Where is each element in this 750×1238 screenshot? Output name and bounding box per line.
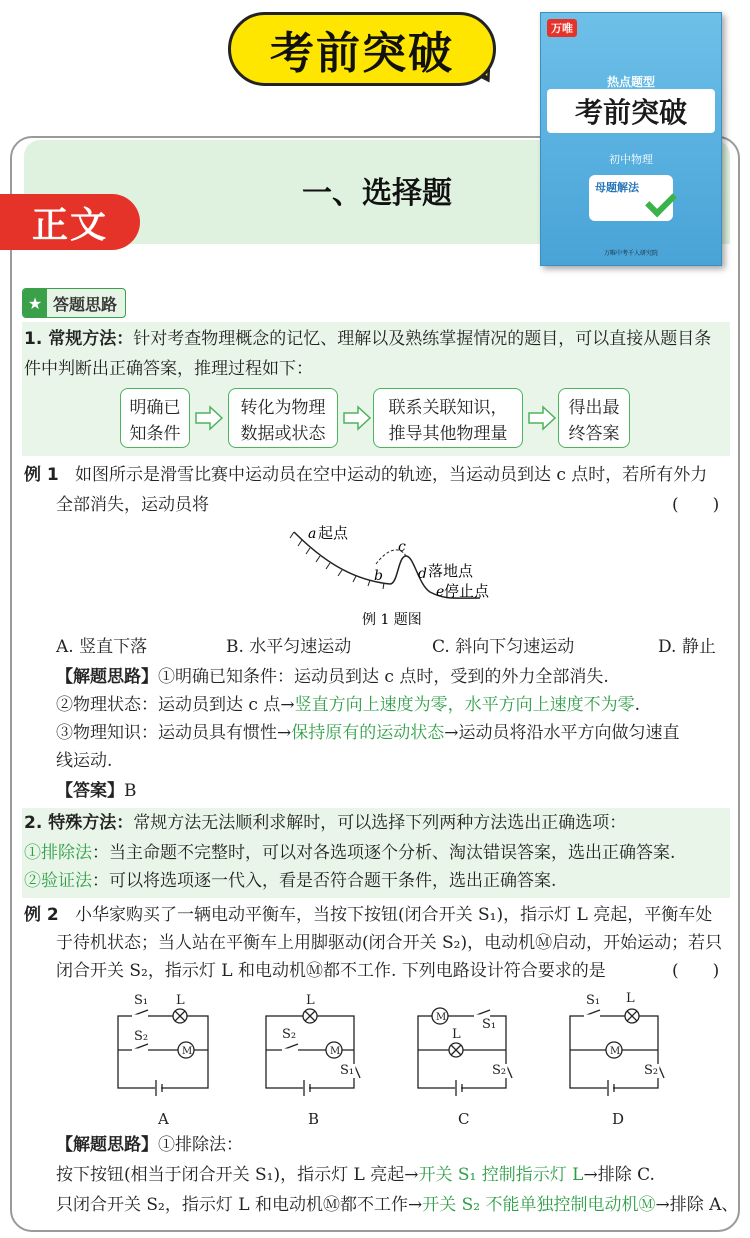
ex1-analysis-3-cont: 线运动. <box>56 751 113 771</box>
fig-label-stop: 停止点 <box>444 582 490 600</box>
book-badge <box>589 175 673 221</box>
ex1-analysis-1 <box>56 662 609 692</box>
flow-step-2-line2: 数据或状态 <box>240 424 326 444</box>
method2-item-2-name: ②验证法 <box>24 871 92 891</box>
ex2-line1 <box>24 900 712 930</box>
fig-label-land: 落地点 <box>428 562 474 580</box>
fig-label-c: c <box>398 539 406 555</box>
ex1-a3-post: →运动员将沿水平方向做匀速直 <box>444 723 680 743</box>
fig-label-start: 起点 <box>318 524 349 542</box>
circuit-d-m: M <box>610 1046 621 1057</box>
star-icon: ★ <box>23 289 47 317</box>
ex1-label: 例 1 <box>24 465 59 485</box>
circuit-b-s2: S₂ <box>282 1027 297 1042</box>
method2-item-1-name: ①排除法 <box>24 843 92 863</box>
ex1-option-b: B. 水平匀速运动 <box>226 637 352 657</box>
ex1-a3-pre: ③物理知识：运动员具有惯性→ <box>56 723 292 743</box>
ex1-option-c: C. 斜向下匀速运动 <box>432 637 575 657</box>
ex1-a3-highlight: 保持原有的运动状态 <box>291 723 445 743</box>
method2-item-2 <box>24 866 556 896</box>
ex1-analysis-3 <box>56 718 680 748</box>
circuit-diagrams <box>100 988 720 1130</box>
ex2-line2: 于待机状态；当人站在平衡车上用脚驱动(闭合开关 S₂)，电动机Ⓜ启动，开始运动；若只 <box>56 933 723 953</box>
circuit-a <box>118 1009 208 1096</box>
banner-title: 考前突破 <box>228 12 496 86</box>
circuit-c-m: M <box>436 1012 447 1023</box>
circuit-a-label: A <box>158 1110 169 1128</box>
book-subject: 初中物理 <box>609 153 653 166</box>
method1-text1: 针对考查物理概念的记忆、理解以及熟练掌握情况的题目，可以直接从题目条 <box>133 329 712 349</box>
flow-step-3-line1: 联系关联知识， <box>388 398 508 418</box>
ex1-a2-pre: ②物理状态：运动员到达 c 点→ <box>56 695 295 715</box>
flow-step-4 <box>558 388 630 448</box>
tips-tag-label: 答题思路 <box>53 294 118 314</box>
flow-step-1-line2: 知条件 <box>129 424 181 444</box>
flow-step-4-line2: 终答案 <box>568 424 620 444</box>
flow-step-4-line1: 得出最 <box>568 398 620 418</box>
ex1-text1: 如图所示是滑雪比赛中运动员在空中运动的轨迹，当运动员到达 c 点时，若所有外力 <box>74 465 708 485</box>
ex2-analysis-method: ①排除法： <box>158 1135 243 1155</box>
flow-step-1 <box>120 388 190 448</box>
circuit-b-s1: S₁ <box>340 1063 355 1078</box>
ski-trajectory-figure <box>280 518 510 628</box>
circuit-c-l: L <box>452 1027 461 1042</box>
ex1-blank: ( ) <box>672 495 720 515</box>
ex2-analysis-head <box>56 1130 243 1160</box>
circuit-a-s2: S₂ <box>134 1029 149 1044</box>
ex2-b2-highlight: 开关 S₂ 不能单独控制电动机Ⓜ <box>422 1195 656 1215</box>
ex1-option-a: A. 竖直下落 <box>56 637 148 657</box>
book-badge-label: 母题解法 <box>595 181 639 194</box>
ex2-b1-pre: 按下按钮(相当于闭合开关 S₁)，指示灯 L 亮起→ <box>56 1165 419 1185</box>
circuit-d-label: D <box>612 1110 625 1128</box>
ex1-answer-value: B <box>124 781 137 801</box>
fig-label-e: e <box>436 584 445 600</box>
ex2-line3: 闭合开关 S₂，指示灯 L 和电动机Ⓜ都不工作. 下列电路设计符合要求的是 <box>56 961 606 981</box>
ex1-analysis-tag: 【解题思路】 <box>56 667 158 687</box>
fig-caption: 例 1 题图 <box>362 612 422 628</box>
flow-step-2-line1: 转化为物理 <box>240 398 326 418</box>
ex1-line2: 全部消失，运动员将 <box>56 495 209 515</box>
ex1-answer <box>56 776 137 806</box>
ex1-a2-highlight: 竖直方向上速度为零，水平方向上速度不为零 <box>294 695 635 715</box>
flow-step-3-line2: 推导其他物理量 <box>388 424 508 444</box>
circuit-c-label: C <box>458 1110 470 1128</box>
ex2-b1-post: →排除 C. <box>583 1165 655 1185</box>
ex1-analysis-2 <box>56 690 640 720</box>
method2-item-1 <box>24 838 675 868</box>
circuit-c <box>418 1008 512 1096</box>
check-icon <box>645 186 677 218</box>
ex2-blank: ( ) <box>672 961 720 981</box>
circuit-b <box>266 1009 360 1096</box>
book-brand: 万唯 <box>547 19 577 37</box>
method2-item-2-text: ：可以将选项逐一代入，看是否符合题干条件，选出正确答案. <box>92 871 557 891</box>
circuit-c-s2: S₂ <box>492 1063 507 1078</box>
circuit-d-l: L <box>626 991 635 1006</box>
method1-line1 <box>24 324 711 354</box>
method1-line2: 件中判断出正确答案，推理过程如下： <box>24 359 313 379</box>
circuit-d-s1: S₁ <box>586 993 601 1008</box>
ex1-line1 <box>24 460 707 490</box>
fig-label-b: b <box>374 568 383 584</box>
fig-label-d: d <box>418 566 427 582</box>
ex1-answer-tag: 【答案】 <box>56 781 124 801</box>
flow-arrow-2-icon <box>338 404 378 432</box>
flow-arrow-3-icon <box>523 404 563 432</box>
method1-heading: 1. 常规方法： <box>24 329 134 349</box>
ex1-a2-post: . <box>634 695 640 715</box>
flow-step-3 <box>373 388 523 448</box>
book-series: 热点题型 <box>606 75 655 89</box>
method2-text: 常规方法无法顺利求解时，可以选择下列两种方法选出正确选项： <box>133 813 627 833</box>
flow-step-2 <box>228 388 338 448</box>
circuit-c-s1: S₁ <box>482 1017 497 1032</box>
circuit-a-l: L <box>176 993 185 1008</box>
ex2-b1-highlight: 开关 S₁ 控制指示灯 L <box>418 1165 584 1185</box>
ex2-analysis-2 <box>56 1190 738 1220</box>
book-publisher: 万唯中考千人研究院 <box>603 250 658 257</box>
ex2-text1: 小华家购买了一辆电动平衡车，当按下按钮(闭合开关 S₁)，指示灯 L 亮起，平衡车处 <box>74 905 713 925</box>
section-tag: 正文 <box>0 194 140 250</box>
circuit-b-l: L <box>306 993 315 1008</box>
ex2-analysis-1 <box>56 1160 655 1190</box>
ex1-analysis-1-text: ①明确已知条件：运动员到达 c 点时，受到的外力全部消失. <box>158 667 609 687</box>
ex2-b2-post: →排除 A、 <box>655 1195 739 1215</box>
circuit-a-s1: S₁ <box>134 993 149 1008</box>
section-title: 一、选择题 <box>302 176 452 211</box>
circuit-b-m: M <box>330 1046 341 1057</box>
method2-item-1-text: ：当主命题不完整时，可以对各选项逐个分析、淘汰错误答案，选出正确答案. <box>92 843 676 863</box>
ex2-b2-pre: 只闭合开关 S₂，指示灯 L 和电动机Ⓜ都不工作→ <box>56 1195 423 1215</box>
flow-arrow-1-icon <box>190 404 230 432</box>
ex1-option-d: D. 静止 <box>658 637 716 657</box>
fig-label-a: a <box>308 526 317 542</box>
method2-heading: 2. 特殊方法： <box>24 813 134 833</box>
circuit-b-label: B <box>308 1110 320 1128</box>
circuit-d-s2: S₂ <box>644 1063 659 1078</box>
book-cover-image <box>540 12 722 266</box>
circuit-a-m: M <box>182 1046 193 1057</box>
flow-step-1-line1: 明确已 <box>129 398 181 418</box>
tips-tag <box>22 288 126 318</box>
method2-line1 <box>24 808 626 838</box>
ex2-label: 例 2 <box>24 905 59 925</box>
book-title: 考前突破 <box>547 89 715 133</box>
ex2-analysis-tag: 【解题思路】 <box>56 1135 158 1155</box>
